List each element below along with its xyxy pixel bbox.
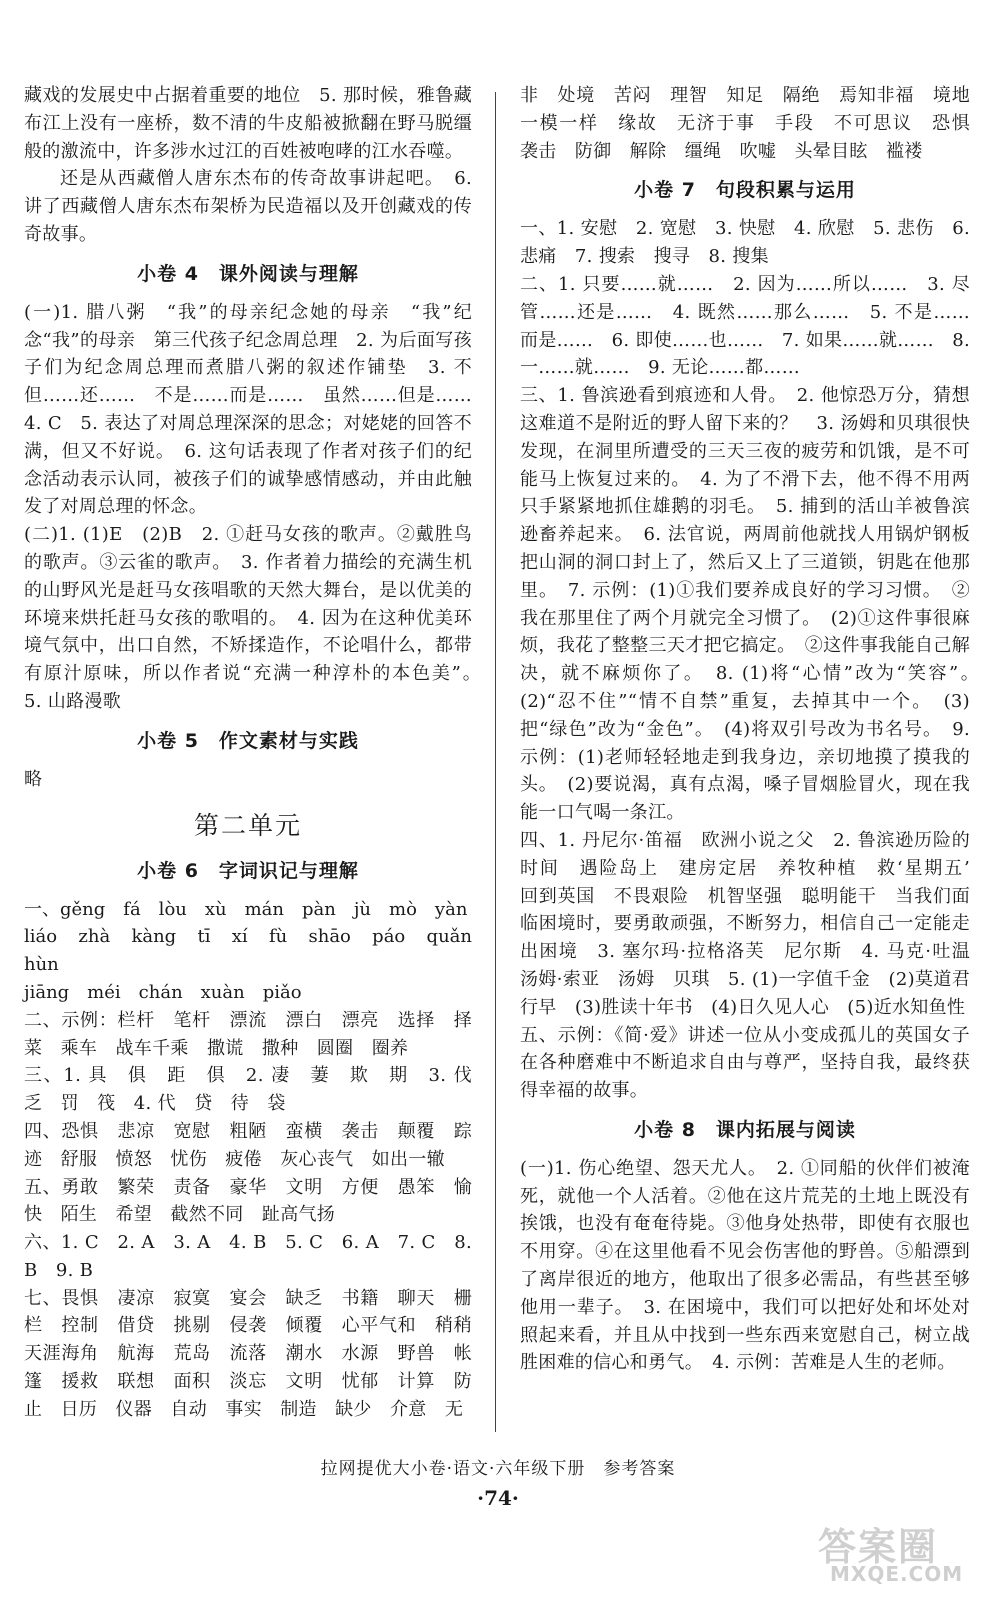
answer-block: 二、1. 只要……就…… 2. 因为……所以…… 3. 尽管……还是…… 4. 既然……那么…… 5. 不是……而是…… 6. 即使……也…… 7. 如果……就…… 8. 一……就…… 9. 无论……都…… (520, 273, 970, 379)
pinyin-answers (24, 896, 490, 1007)
page-number: ·74· (477, 1486, 519, 1510)
column-divider (495, 92, 496, 1432)
answer-block: 五、示例：《简·爱》讲述一位从小变成孤儿的英国女子在各种磨难中不断追求自由与尊严，坚持自我，最终获得幸福的故事。 (520, 1024, 970, 1102)
answer-block: 七、畏惧 凄凉 寂寞 宴会 缺乏 书籍 聊天 栅栏 控制 借贷 挑剔 侵袭 倾覆 心平气和 稍稍 天涯海角 航海 荒岛 流落 潮水 水源 野兽 帐篷 援救 联想 面积 淡忘 文明 忧郁 计算 防止 日历 仪器 自动 事实 制造 缺少 介意 无 (24, 1287, 491, 1420)
answer-block: 二、示例：栏杆 笔杆 漂流 漂白 漂亮 选择 择菜 乘车 战车千乘 撒谎 撒种 圆圈 圈养 (24, 1009, 472, 1059)
watermark-url: MXQE.COM (830, 1562, 964, 1586)
answer-block: 三、1. 具 俱 距 倶 2. 凄 萋 欺 期 3. 伐 乏 罚 筏 4. 代 贷 待 袋 (24, 1065, 491, 1115)
answer-block: 五、勇敢 繁荣 责备 豪华 文明 方便 愚笨 愉快 陌生 希望 截然不同 趾高气扬 (24, 1176, 472, 1226)
answer-block: (一)1. 腊八粥 “我”的母亲纪念她的母亲 “我”纪念“我”的母亲 第三代孩子纪念周总理 2. 为后面写孩子们为纪念周总理而煮腊八粥的叙述作铺垫 3. 不但……还…… 不是……而是…… 虽然……但是…… 4. C 5. 表达了对周总理深深的思念；对姥姥的回答不满，但又不好说。 6. 这句话表现了作者对孩子们的纪念活动表示认同，被孩子们的诚挚感情感动，并由此触发了对周总理的怀念。 (24, 301, 491, 518)
answer-block: 六、1. C 2. A 3. A 4. B 5. C 6. A 7. C 8. B 9. B (24, 1232, 472, 1281)
section-title-8: 小卷 8 课内拓展与阅读 (634, 1118, 856, 1141)
section-title-7: 小卷 7 句段积累与运用 (634, 179, 856, 202)
answer-block: 四、恐惧 悲凉 宽慰 粗陋 蛮横 袭击 颠覆 踪迹 舒服 愤怒 忧伤 疲倦 灰心丧气 如出一辙 (24, 1120, 472, 1170)
left-column (24, 82, 491, 1424)
pinyin-line: jiāng méi chán xuàn piǎo (24, 981, 302, 1003)
section-title-6: 小卷 6 字词识记与理解 (137, 859, 359, 882)
answer-block: 非 处境 苦闷 理智 知足 隔绝 焉知非福 境地 一模一样 缘故 无济于事 手段 不可思议 恐惧 袭击 防御 解除 缰绳 吹嘘 头晕目眩 褴褛 (520, 85, 989, 162)
answer-block: 略 (24, 768, 43, 790)
answer-block: (二)1. (1)E (2)B 2. ①赶马女孩的歌声。②戴胜鸟的歌声。③云雀的歌声。 3. 作者着力描绘的充满生机的山野风光是赶马女孩唱歌的天然大舞台，是以优美的环境来烘托赶马女孩的歌唱的。 4. 因为在这种优美环境气氛中，出口自然，不矫揉造作，不论唱什么，都带有原汁原味，所以作者说“充满一种淳朴的本色美”。 5. 山路漫歌 (24, 524, 491, 712)
paragraph: 藏戏的发展史中占据着重要的地位 5. 那时候，雅鲁藏布江上没有一座桥，数不清的牛皮船被掀翻在野马脱缰般的激流中，许多涉水过江的百姓被咆哮的江水吞噬。 (24, 85, 472, 162)
right-column (520, 82, 989, 1377)
unit-title: 第二单元 (193, 810, 302, 840)
answer-block: 三、1. 鲁滨逊看到痕迹和人骨。 2. 他惊恐万分，猜想这难道不是附近的野人留下来的？ 3. 汤姆和贝琪很快发现，在洞里所遭受的三天三夜的疲劳和饥饿，是不可能马上恢复过来的。 4. 为了不滑下去，他不得不用两只手紧紧地抓住雄鹅的羽毛。 5. 捕到的活山羊被鲁滨逊畜养起来。 6. 法官说，两周前他就找人用锅炉钢板把山洞的洞口封上了，然后又上了三道锁，钥匙在他那里。 7. 示例：(1)①我们要养成良好的学习习惯。 ②我在那里住了两个月就完全习惯了。 (2)①这件事很麻烦，我花了整整三天才把它搞定。 ②这件事我能自己解决，就不麻烦你了。 8. (1)将“心情”改为“笑容”。 (2)“忍不住”“情不自禁”重复，去掉其中一个。 (3)把“绿色”改为“金色”。 (4)将双引号改为书名号。 9. 示例：(1)老师轻轻地走到我身边，亲切地摸了摸我的头。 (2)要说渴，真有点渴，嗓子冒烟脸冒火，现在我能一口气喝一条江。 (520, 385, 989, 824)
pinyin-line: liáo zhà kàng tī xí fù shāo páo quǎn hùn (24, 926, 490, 976)
book-title-footer: 拉网提优大小卷·语文·六年级下册 参考答案 (320, 1459, 676, 1479)
section-title-5: 小卷 5 作文素材与实践 (137, 729, 359, 752)
watermark-text: 答案圈 (818, 1525, 939, 1569)
site-watermark-logo (808, 1516, 978, 1586)
paragraph: 还是从西藏僧人唐东杰布的传奇故事讲起吧。 6. 讲了西藏僧人唐东杰布架桥为民造福以及开创藏戏的传奇故事。 (24, 168, 472, 245)
answer-block: 四、1. 丹尼尔·笛福 欧洲小说之父 2. 鲁滨逊历险的时间 遇险岛上 建房定居 养牧种植 救‘星期五’ 回到英国 不畏艰险 机智坚强 聪明能干 当我们面临困境时，要勇敢顽强，不断努力，相信自己一定能走出困境 3. 塞尔玛·拉格洛芙 尼尔斯 4. 马克·吐温 汤姆·索亚 汤姆 贝琪 5. (1)一字值千金 (2)莫道君行早 (3)胜读十年书 (4)日久见人心 (5)近水知鱼性 (520, 829, 989, 1018)
answer-block: (一)1. 伤心绝望、怨天尤人。 2. ①同船的伙伴们被淹死，就他一个人活着。②他在这片荒芜的土地上既没有挨饿，也没有奄奄待毙。③他身处热带，即使有衣服也不用穿。④在这里他看不见会伤害他的野兽。⑤船漂到了离岸很近的地方，他取出了很多必需品，有些甚至够他用一辈子。 3. 在困境中，我们可以把好处和坏处对照起来看，并且从中找到一些东西来宽慰自己，树立战胜困难的信心和勇气。 4. 示例：苦难是人生的老师。 (520, 1157, 970, 1374)
answer-block: 一、1. 安慰 2. 宽慰 3. 快慰 4. 欣慰 5. 悲伤 6. 悲痛 7. 搜索 搜寻 8. 搜集 (520, 218, 970, 268)
section-title-4: 小卷 4 课外阅读与理解 (137, 262, 359, 285)
pinyin-line: 一、gěng fá lòu xù mán pàn jù mò yàn (24, 898, 468, 920)
